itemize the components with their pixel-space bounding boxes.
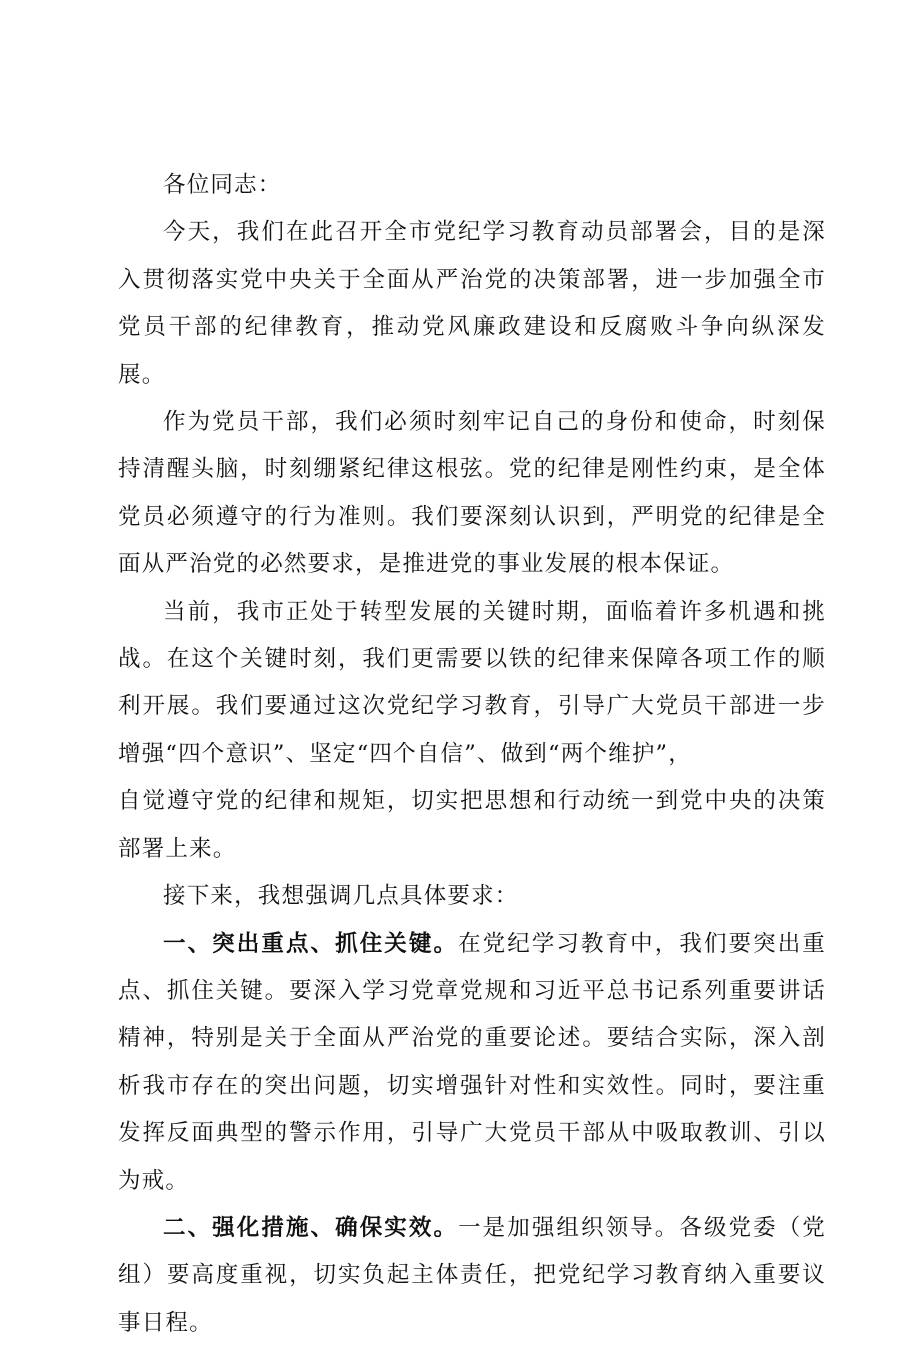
section-1-text: 在党纪学习教育中，我们要突出重点、抓住关键。要深入学习党章党规和习近平总书记系列重要讲话精神，特别是关于全面从严治党的重要论述。要结合实际，深入剖析我市存在的突出问题，切实增强针对性和实效性。同时，要注重发挥反面典型的警示作用，引导广大党员干部从中吸取教训、引以为戒。	[118, 930, 826, 1194]
section-2	[118, 1205, 826, 1347]
paragraph-2: 作为党员干部，我们必须时刻牢记自己的身份和使命，时刻保持清醒头脑，时刻绷紧纪律这根弦。党的纪律是刚性约束，是全体党员必须遵守的行为准则。我们要深刻认识到，严明党的纪律是全面从严治党的必然要求，是推进党的事业发展的根本保证。	[118, 409, 826, 578]
paragraph-4: 接下来，我想强调几点具体要求：	[163, 883, 519, 910]
paragraph-1: 今天，我们在此召开全市党纪学习教育动员部署会，目的是深入贯彻落实党中央关于全面从严治党的决策部署，进一步加强全市党员干部的纪律教育，推动党风廉政建设和反腐败斗争向纵深发展。	[118, 219, 826, 388]
paragraph-3-continued: 自觉遵守党的纪律和规矩，切实把思想和行动统一到党中央的决策部署上来。	[118, 788, 826, 862]
section-1-heading: 一、突出重点、抓住关键。	[163, 930, 459, 957]
document-body	[118, 162, 826, 1347]
section-2-heading: 二、强化措施、确保实效。	[163, 1214, 459, 1241]
salutation: 各位同志：	[163, 172, 282, 198]
paragraph-3: 当前，我市正处于转型发展的关键时期，面临着许多机遇和挑战。在这个关键时刻，我们更需要以铁的纪律来保障各项工作的顺利开展。我们要通过这次党纪学习教育，引导广大党员干部进一步增强“四个意识”、坚定“四个自信”、做到“两个维护”，	[118, 598, 826, 767]
section-1	[118, 921, 826, 1205]
section-2-text: 一是加强组织领导。各级党委（党组）要高度重视，切实负起主体责任，把党纪学习教育纳入重要议事日程。	[118, 1214, 826, 1336]
